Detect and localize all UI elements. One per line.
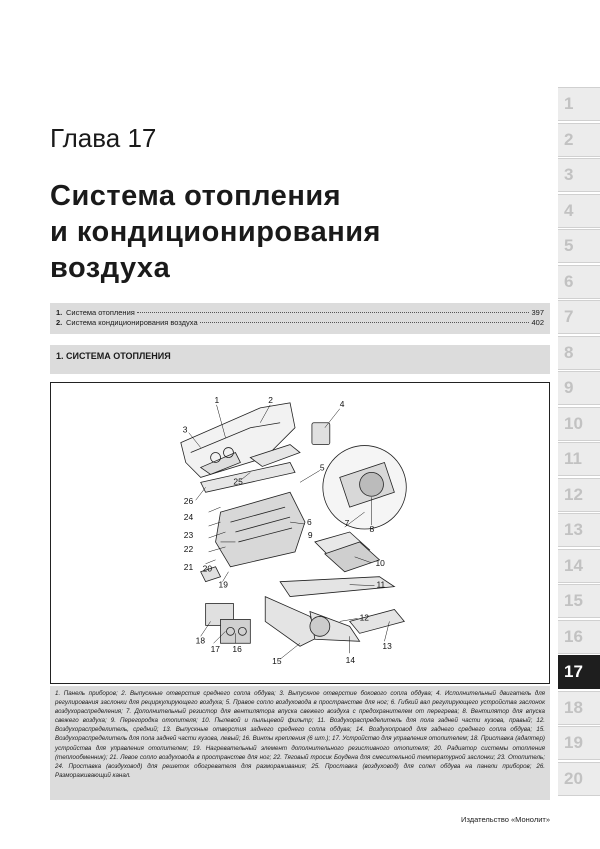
callout-label: 7 bbox=[344, 518, 350, 529]
chapter-tab[interactable]: 9 bbox=[558, 371, 600, 405]
callout-label: 6 bbox=[306, 517, 312, 528]
chapter-tab[interactable]: 2 bbox=[558, 123, 600, 157]
chapter-tab[interactable]: 1 bbox=[558, 87, 600, 121]
heating-system-diagram bbox=[50, 382, 550, 684]
section-heading: 1. СИСТЕМА ОТОПЛЕНИЯ bbox=[50, 345, 550, 374]
chapter-tab[interactable]: 15 bbox=[558, 584, 600, 618]
toc-entry-page: 397 bbox=[531, 308, 544, 317]
toc-entry-title: Система кондиционирования воздуха bbox=[66, 318, 198, 327]
callout-label: 15 bbox=[272, 656, 282, 667]
toc-entry-number: 1. bbox=[56, 308, 63, 317]
callout-label: 13 bbox=[382, 641, 392, 652]
callout-label: 1 bbox=[214, 394, 220, 405]
callout-label: 12 bbox=[359, 612, 369, 623]
toc-leader-dots bbox=[200, 322, 530, 323]
chapter-tab[interactable]: 12 bbox=[558, 478, 600, 512]
chapter-tab[interactable]: 5 bbox=[558, 229, 600, 263]
callout-label: 20 bbox=[202, 563, 213, 574]
table-of-contents bbox=[50, 303, 550, 334]
callout-label: 25 bbox=[233, 476, 243, 487]
callout-label: 5 bbox=[319, 462, 325, 473]
figure-caption: 1. Панель приборов; 2. Выпускные отверстия среднего сопла обдува; 3. Выпускное отверстие бокового сопла обдува; 4. Исполнительный двигатель для регулирования заслонки для рециркулирующего воздуха; 5. Правое сопло воздуховода в пространстве для ног; 6. Гибкий вал регулирующего устройства заслонок воздухораспределения; 7. Дополнительный резистор для вентилятора впуска свежего воздуха с предохранителем от перегрева; 8. Вентилятор для впуска свежего воздуха; 9. Перегородка отопителя; 10. Пылевой и пыльцевой фильтр; 11. Воздухораспределитель для пола задней части кузова, правый; 12. Воздухораспределитель, средний; 13. Выпускные отверстия заднего среднего сопла обдува; 14. Воздухопровод для заднего среднего сопла обдува; 15. Воздухораспределитель для пола задней части кузова, левый; 16. Винты крепления (6 шт.); 17. Устройство для управления отопителем; 18. Приставка (адаптер) устройства для управления отопителем; 19. Нагревательный элемент дополнительного резистивного отопителя; 20. Радиатор системы отопления (теплообменник); 21. Левое сопло воздуховода в пространстве для ног; 22. Тяговый тросик Боудена для смесительной температурной заслонки; 23. Отопитель; 24. Проставка (воздуховод) для решеток обогревателя для размораживания; 25. Проставка (воздуховод) для сопел обдува на панели приборов; 26. Размораживающий канал. bbox=[50, 686, 550, 800]
callout-label: 2 bbox=[268, 394, 273, 405]
callout-label: 10 bbox=[375, 557, 385, 568]
chapter-title bbox=[50, 178, 530, 286]
chapter-tab[interactable]: 16 bbox=[558, 620, 600, 654]
chapter-title-line-2: и кондиционирования bbox=[50, 216, 381, 248]
callout-label: 22 bbox=[183, 543, 194, 554]
chapter-tab[interactable]: 3 bbox=[558, 158, 600, 192]
chapter-tab[interactable]: 17 bbox=[558, 655, 600, 689]
callout-label: 16 bbox=[232, 644, 242, 655]
toc-entry-page: 402 bbox=[531, 318, 544, 327]
toc-entry[interactable] bbox=[56, 318, 544, 328]
callout-label: 4 bbox=[339, 398, 345, 409]
chapter-title-line-3: воздуха bbox=[50, 252, 171, 284]
chapter-tabs bbox=[558, 87, 600, 797]
callout-label: 26 bbox=[183, 496, 194, 507]
chapter-tab[interactable]: 13 bbox=[558, 513, 600, 547]
chapter-tab[interactable]: 6 bbox=[558, 265, 600, 299]
callout-label: 17 bbox=[210, 644, 220, 655]
chapter-tab[interactable]: 14 bbox=[558, 549, 600, 583]
chapter-tab[interactable]: 18 bbox=[558, 691, 600, 725]
chapter-title-line-1: Система отопления bbox=[50, 180, 342, 212]
callout-label: 9 bbox=[307, 529, 313, 540]
chapter-tab[interactable]: 20 bbox=[558, 762, 600, 796]
callout-label: 19 bbox=[218, 579, 228, 590]
chapter-tab[interactable]: 8 bbox=[558, 336, 600, 370]
callout-label: 14 bbox=[345, 655, 356, 666]
toc-entry[interactable] bbox=[56, 308, 544, 318]
diagram-illustration bbox=[51, 383, 549, 683]
callout-label: 8 bbox=[369, 524, 375, 535]
callout-label: 21 bbox=[183, 561, 194, 572]
chapter-tab[interactable]: 4 bbox=[558, 194, 600, 228]
chapter-tab[interactable]: 10 bbox=[558, 407, 600, 441]
callout-label: 23 bbox=[183, 529, 194, 540]
publisher-footer: Издательство «Монолит» bbox=[461, 815, 550, 824]
chapter-tab[interactable]: 7 bbox=[558, 300, 600, 334]
toc-entry-title: Система отопления bbox=[66, 308, 135, 317]
chapter-tab[interactable]: 19 bbox=[558, 726, 600, 760]
toc-leader-dots bbox=[137, 312, 530, 313]
callout-label: 18 bbox=[195, 635, 206, 646]
chapter-label: Глава 17 bbox=[50, 123, 157, 153]
toc-entry-number: 2. bbox=[56, 318, 63, 327]
callout-label: 11 bbox=[376, 579, 386, 590]
callout-label: 3 bbox=[182, 424, 188, 435]
chapter-tab[interactable]: 11 bbox=[558, 442, 600, 476]
callout-label: 24 bbox=[183, 512, 194, 523]
